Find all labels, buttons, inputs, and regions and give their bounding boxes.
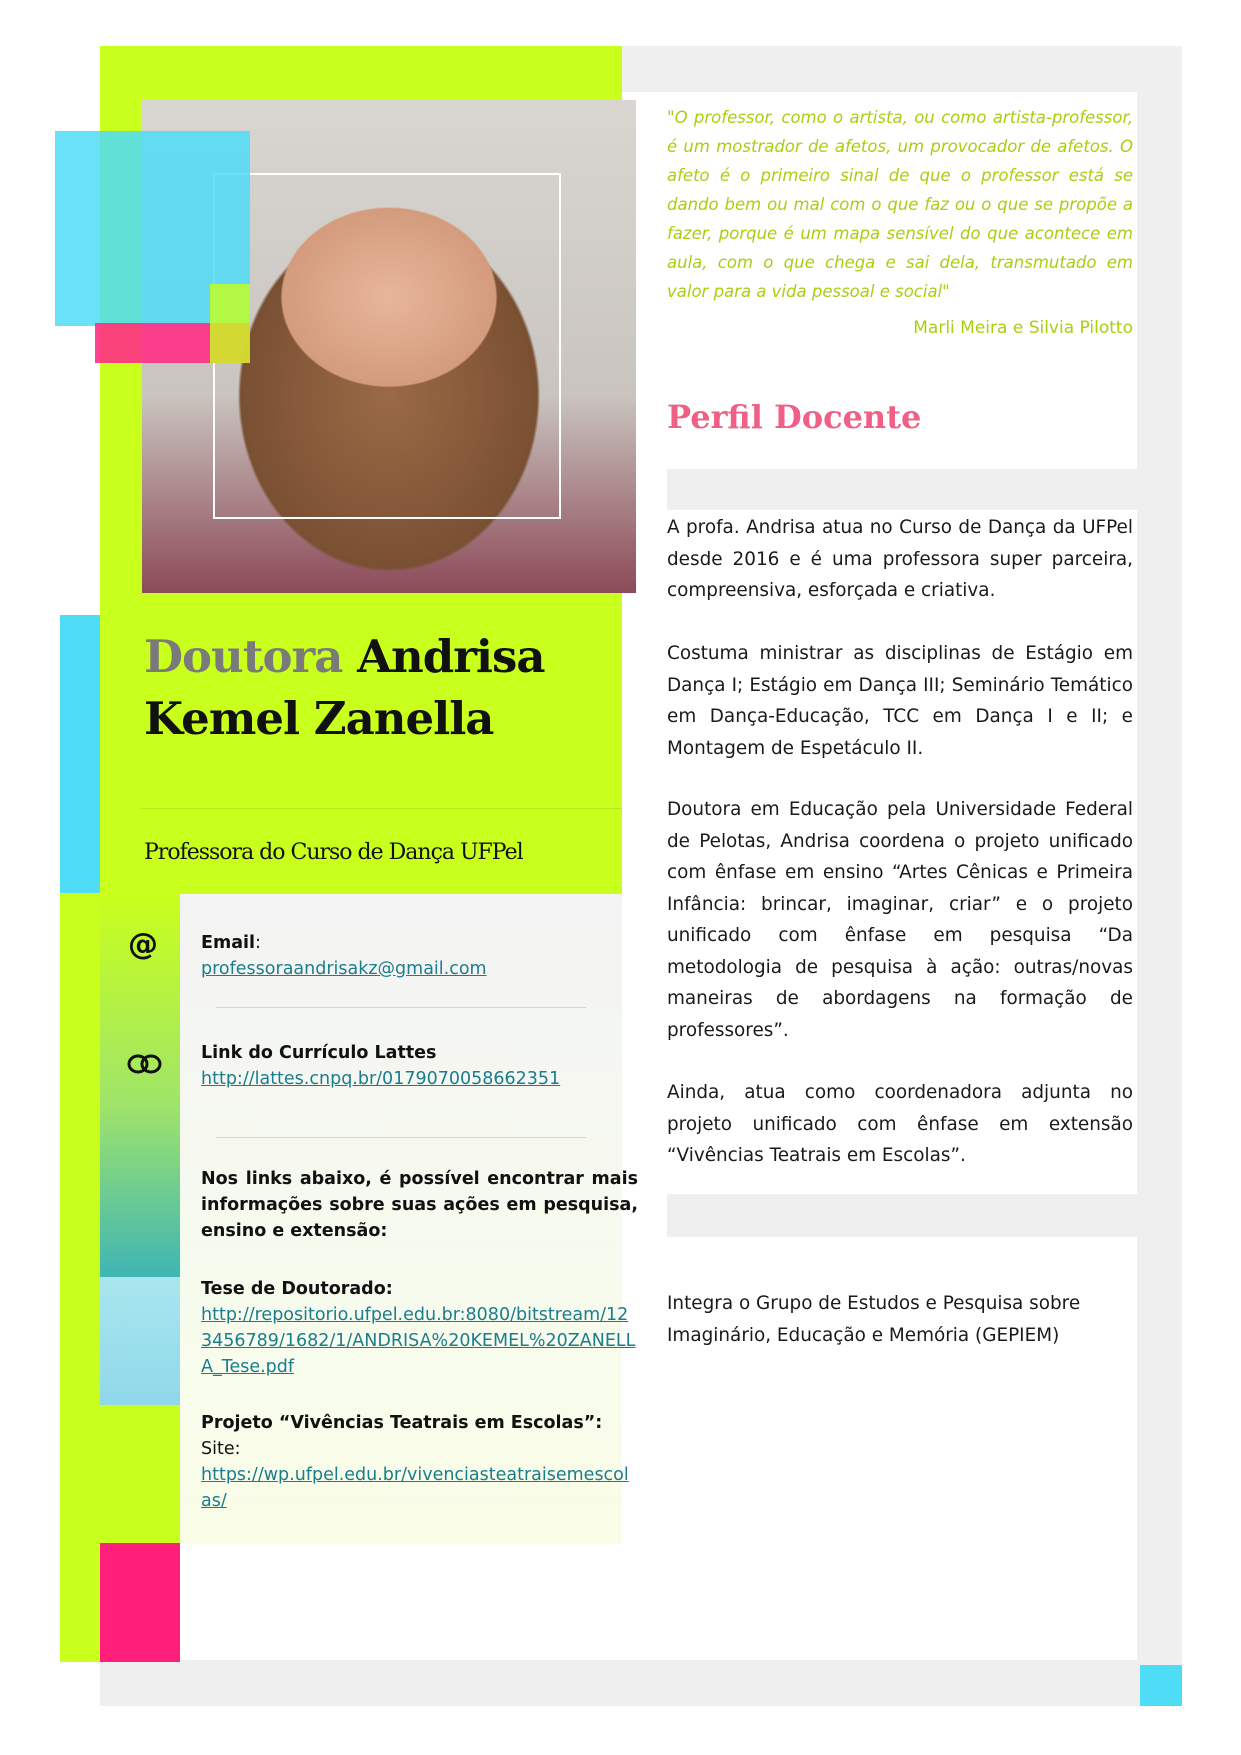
project-link[interactable]: https://wp.ufpel.edu.br/vivenciasteatraisemescolas/ (201, 1465, 629, 1511)
lattes-label: Link do Currículo Lattes (201, 1043, 437, 1063)
email-colon: : (255, 933, 261, 953)
photo-frame-outline (213, 173, 561, 519)
name-divider (140, 808, 622, 809)
gray-frame-top-right (622, 46, 1182, 92)
links-intro (201, 1166, 638, 1244)
lightblue-info-strip (100, 1277, 180, 1405)
separator (216, 1137, 586, 1138)
teacher-name (144, 626, 584, 750)
email-block (201, 930, 638, 982)
gray-divider-bar-bottom (667, 1194, 1137, 1237)
quote-author: Marli Meira e Silvia Pilotto (913, 318, 1133, 338)
teacher-subtitle: Professora do Curso de Dança UFPel (144, 840, 523, 865)
cyan-left-strip (60, 615, 100, 893)
name-first: Andrisa (357, 630, 545, 683)
link-icon (126, 1052, 164, 1081)
email-link[interactable]: professoraandrisakz@gmail.com (201, 959, 487, 979)
name-last: Kemel Zanella (144, 692, 494, 745)
cyan-corner-block (1140, 1665, 1182, 1706)
email-icon: @ (128, 927, 158, 962)
profile-paragraph: Integra o Grupo de Estudos e Pesquisa sobre Imaginário, Educação e Memória (GEPIEM) (667, 1293, 1081, 1346)
lime-accent-square (210, 284, 250, 363)
profile-paragraph: Doutora em Educação pela Universidade Federal de Pelotas, Andrisa coordena o projeto unificado com ênfase em ensino “Artes Cênicas e Primeira Infância: brincar, imaginar, criar” e o projeto unificado com ênfase em pesquisa “Da metodologia de pesquisa à ação: outras/novas maneiras de abordagens na formação de professores”. (667, 799, 1133, 1041)
site-label: Site: (201, 1439, 241, 1459)
pink-bottom-block (100, 1543, 180, 1662)
section-title-perfil: Perfil Docente (667, 398, 922, 436)
gray-divider-bar-top (667, 469, 1137, 510)
links-intro-text: Nos links abaixo, é possível encontrar mais informações sobre suas ações em pesquisa, ensino e extensão: (201, 1169, 638, 1241)
profile-paragraph: Ainda, atua como coordenadora adjunta no projeto unificado com ênfase em extensão “Vivências Teatrais em Escolas”. (667, 1082, 1133, 1166)
thesis-link[interactable]: http://repositorio.ufpel.edu.br:8080/bitstream/123456789/1682/1/ANDRISA%20KEMEL%20ZANELLA_Tese.pdf (201, 1305, 636, 1377)
separator (216, 1007, 586, 1008)
project-block (201, 1410, 638, 1514)
gray-frame-bottom (100, 1660, 1182, 1706)
profile-paragraph: Costuma ministrar as disciplinas de Estágio em Dança I; Estágio em Dança III; Seminário Temático em Dança-Educação, TCC em Dança I e II; e Montagem de Espetáculo II. (667, 643, 1133, 759)
lattes-block (201, 1040, 638, 1092)
name-prefix: Doutora (144, 630, 343, 683)
email-label: Email (201, 933, 255, 953)
profile-paragraph: A profa. Andrisa atua no Curso de Dança da UFPel desde 2016 e é uma professora super parceira, compreensiva, esforçada e criativa. (667, 517, 1133, 601)
thesis-block (201, 1276, 638, 1380)
thesis-label: Tese de Doutorado: (201, 1279, 393, 1299)
gray-frame-right (1137, 46, 1182, 1706)
lattes-link[interactable]: http://lattes.cnpq.br/0179070058662351 (201, 1069, 561, 1089)
project-label: Projeto “Vivências Teatrais em Escolas”: (201, 1413, 603, 1433)
quote-text: "O professor, como o artista, ou como artista-professor, é um mostrador de afetos, um provocador de afetos. O afeto é o primeiro sinal de que o professor está se dando bem ou mal com o que faz ou o que se propõe a fazer, porque é um mapa sensível do que acontece em aula, com o que chega e sai dela, transmutado em valor para a vida pessoal e social" (667, 108, 1133, 301)
